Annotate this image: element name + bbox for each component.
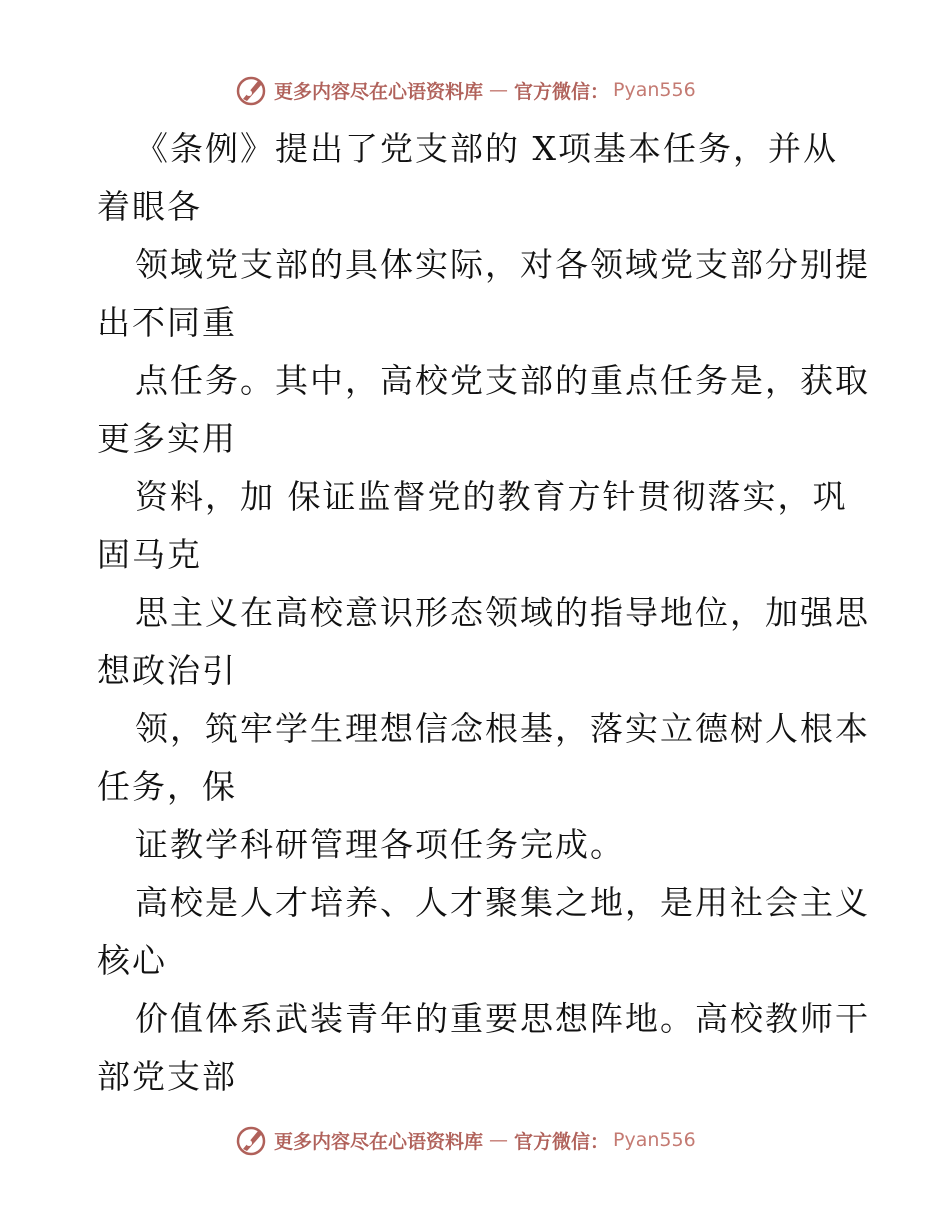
watermark-wechat-id: Pyan556 [613,79,696,101]
text-line: 任务，保 [97,767,237,806]
footer-watermark [234,1123,696,1157]
watermark-brand: 更多内容尽在心语资料库 [274,80,484,103]
text-line: 证教学科研管理各项任务完成。 [135,825,625,864]
text-line: 出不同重 [97,303,237,342]
text-line: 资料，加 保证监督党的教育方针贯彻落实，巩 [135,477,848,516]
watermark-wechat-id: Pyan556 [613,1129,696,1151]
watermark-dash: — [489,1129,509,1151]
watermark-tail: 官方微信： [514,1130,610,1153]
watermark-brand: 更多内容尽在心语资料库 [274,1130,484,1153]
text-line: 核心 [97,941,167,980]
text-line: 点任务。其中，高校党支部的重点任务是，获取 [135,361,870,400]
header-watermark [234,73,696,107]
text-line: 价值体系武装青年的重要思想阵地。高校教师干 [135,999,870,1038]
pen-logo-icon [234,73,268,107]
text-line: 《条例》提出了党支部的 X项基本任务，并从 [135,129,838,168]
watermark-dash: — [489,79,509,101]
text-line: 着眼各 [97,187,202,226]
text-line: 领域党支部的具体实际，对各领域党支部分别提 [135,245,870,284]
text-line: 高校是人才培养、人才聚集之地，是用社会主义 [135,883,870,922]
document-body [97,120,870,1106]
text-line: 固马克 [97,535,202,574]
text-line: 更多实用 [97,419,237,458]
text-line: 想政治引 [97,651,237,690]
watermark-tail: 官方微信： [514,80,610,103]
text-line: 领，筑牢学生理想信念根基，落实立德树人根本 [135,709,870,748]
text-line: 思主义在高校意识形态领域的指导地位，加强思 [135,593,870,632]
text-line: 部党支部 [97,1057,237,1096]
pen-logo-icon [234,1123,268,1157]
